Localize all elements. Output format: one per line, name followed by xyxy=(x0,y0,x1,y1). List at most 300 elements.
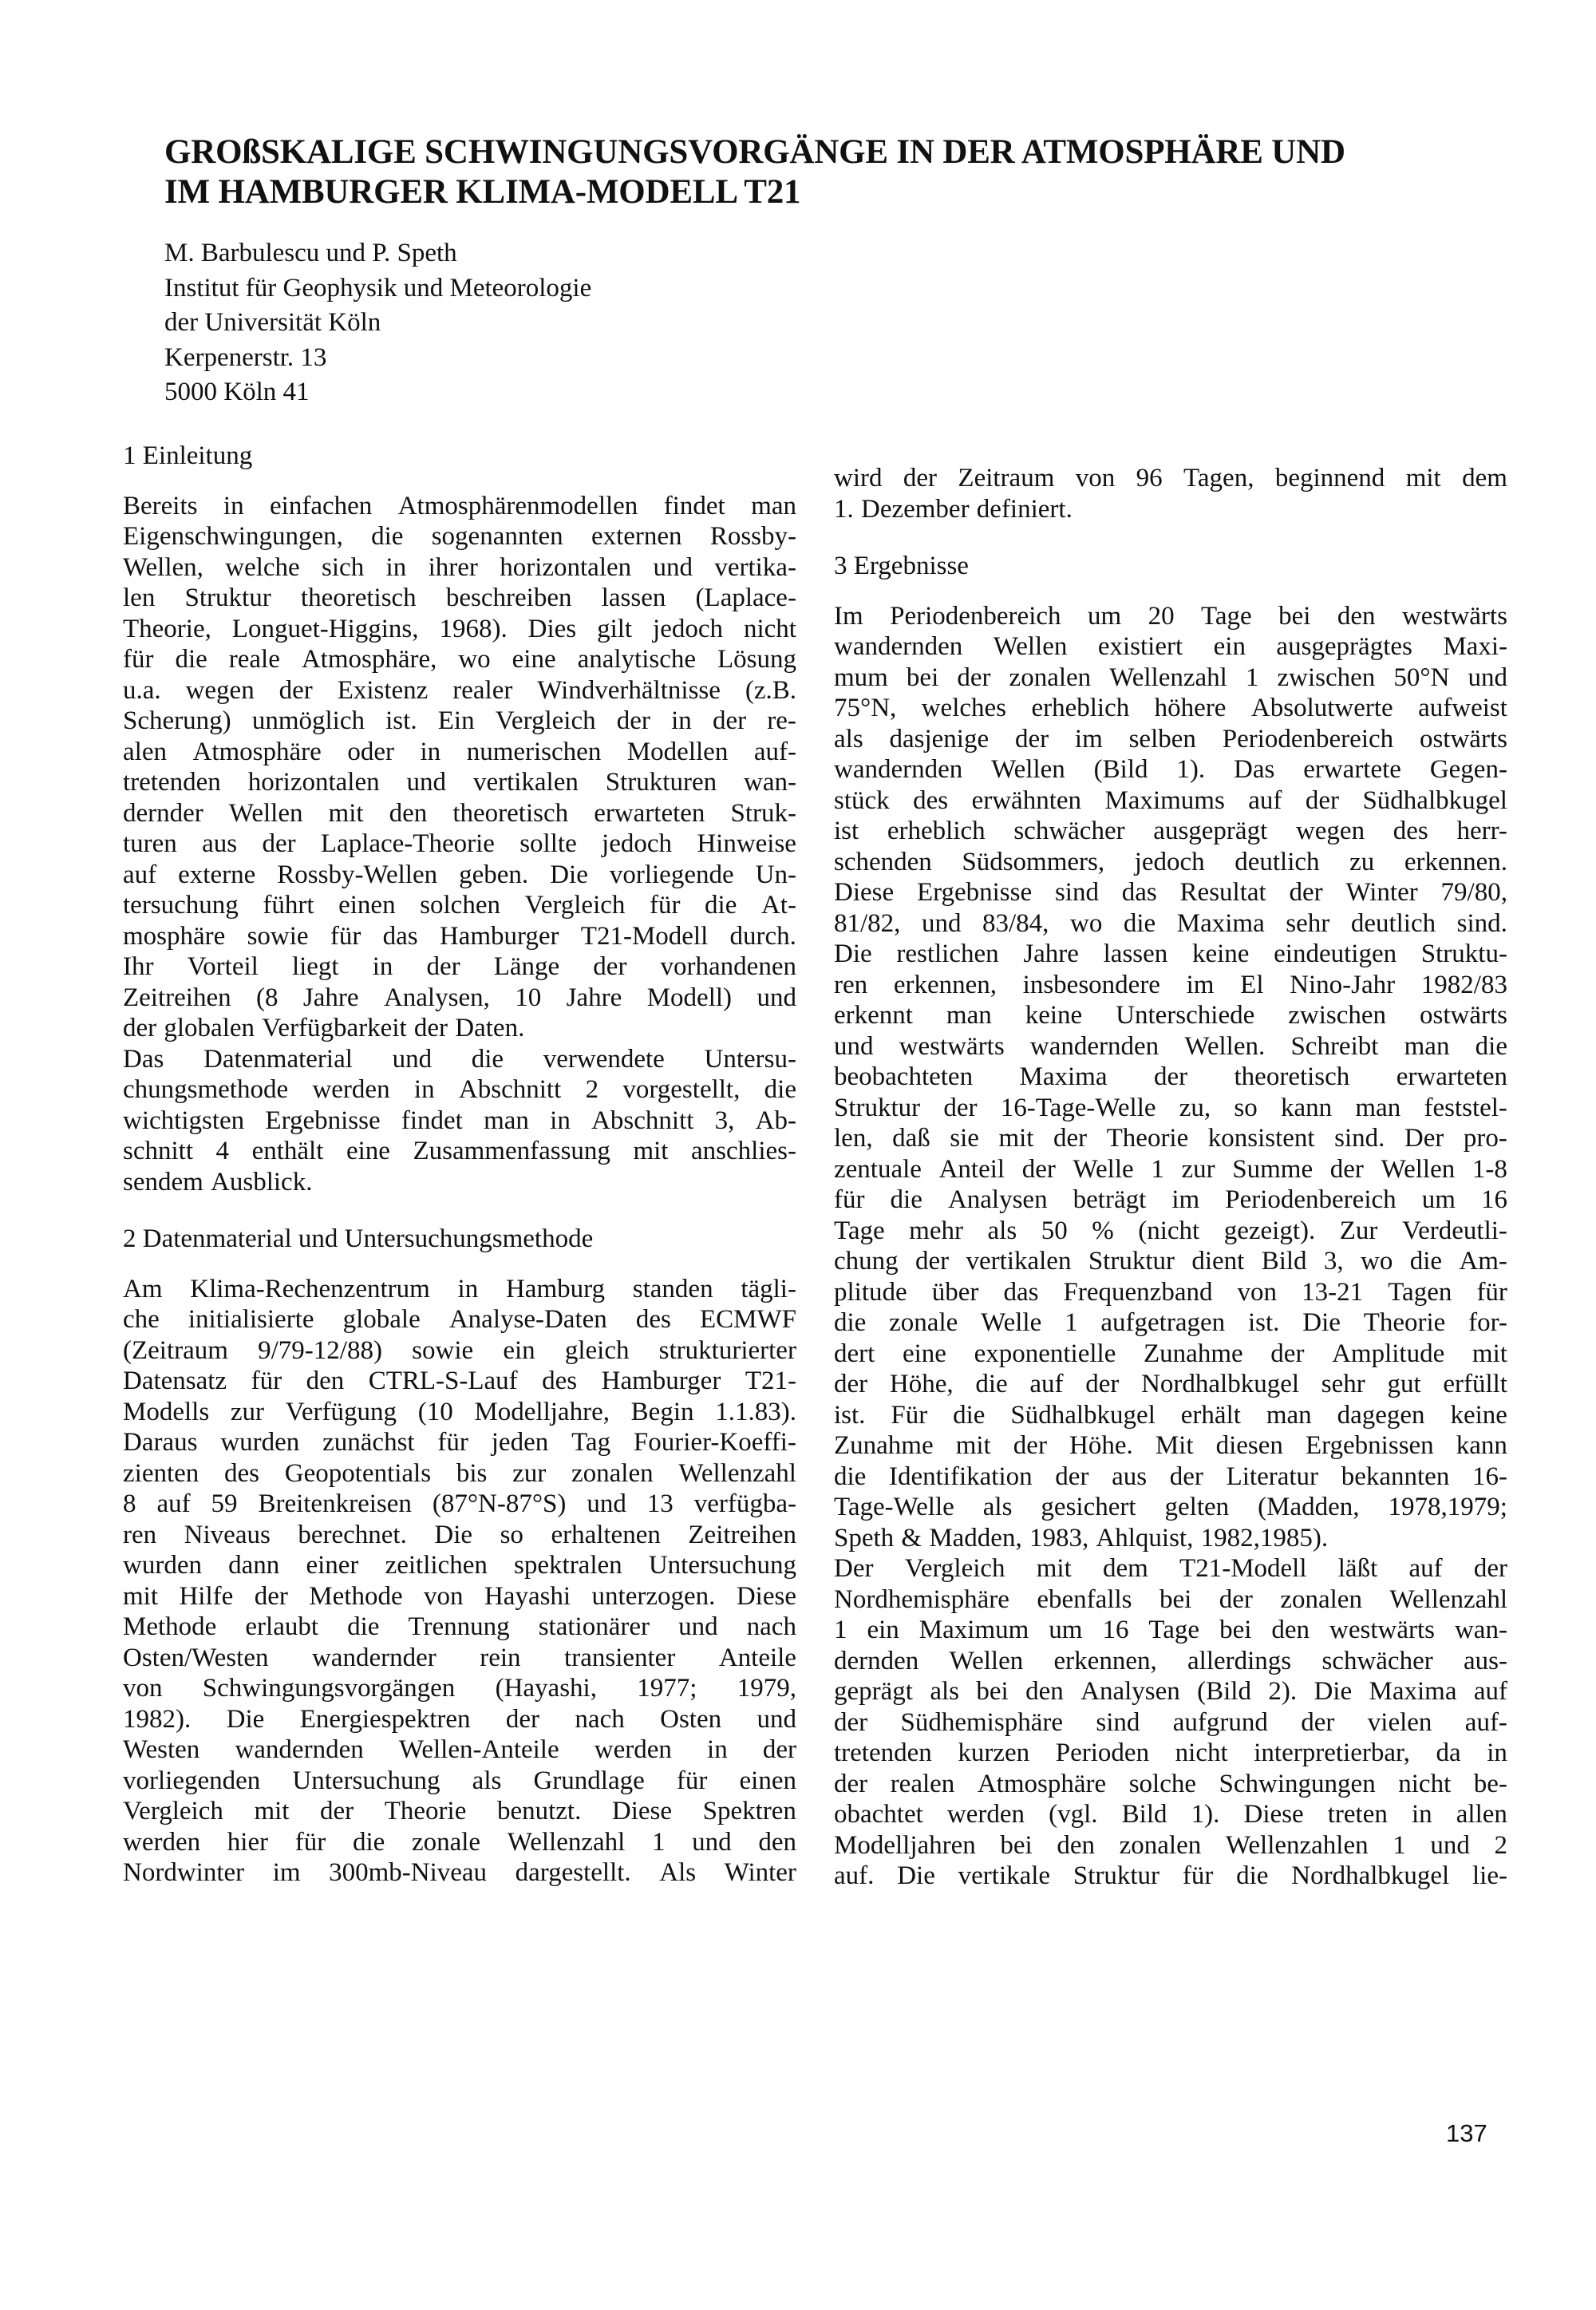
title-line: GROßSKALIGE SCHWINGUNGSVORGÄNGE IN DER ATMOSPHÄRE UND xyxy=(164,133,1345,171)
word: sowie xyxy=(412,1335,474,1365)
word: die xyxy=(1409,1247,1443,1276)
word: 1977; xyxy=(637,1674,697,1703)
word: zonale xyxy=(411,1827,481,1857)
word: für xyxy=(294,1827,326,1857)
word: strukturierter xyxy=(658,1335,796,1365)
word: stück xyxy=(834,785,890,815)
word: Tagen, xyxy=(1183,464,1254,492)
word: gelten xyxy=(1164,1493,1230,1521)
word: des xyxy=(913,785,949,815)
word: als xyxy=(930,1677,959,1706)
word: in xyxy=(223,491,244,520)
text-line xyxy=(123,1167,796,1198)
word: eine xyxy=(346,1137,390,1165)
text-line xyxy=(834,601,1507,632)
word: der xyxy=(834,1370,868,1398)
text-line xyxy=(834,1553,1507,1584)
word: werden xyxy=(594,1735,672,1764)
word: Wellenzahl xyxy=(1109,663,1227,692)
author-institute: Institut für Geophysik und Meteorologie xyxy=(164,273,592,303)
author-university: der Universität Köln xyxy=(164,308,381,337)
word: aufweist xyxy=(1418,694,1507,722)
word: Der xyxy=(1404,1124,1444,1153)
word: gilt xyxy=(597,614,633,643)
word: dernden xyxy=(834,1646,919,1675)
word: in xyxy=(1487,1738,1507,1767)
word: im xyxy=(1074,724,1103,754)
word: vorliegenden xyxy=(123,1766,261,1795)
text-line xyxy=(123,1612,796,1643)
heading-spacer xyxy=(123,472,796,491)
text-line xyxy=(834,1216,1507,1247)
word: Wellen xyxy=(993,632,1068,661)
word: nicht xyxy=(743,614,796,643)
word: Rossby-Wellen xyxy=(277,860,438,889)
word: mit xyxy=(254,1797,290,1825)
word: dargestellt. xyxy=(515,1858,631,1887)
word: Diese xyxy=(611,1797,673,1825)
word: transienter xyxy=(564,1643,676,1672)
word: Struk- xyxy=(730,798,796,828)
word: in xyxy=(550,1106,571,1135)
word: numerischen xyxy=(466,737,602,766)
word: vertikalen xyxy=(472,768,579,797)
word: die xyxy=(890,1185,922,1214)
word: keine xyxy=(1450,1400,1507,1430)
word: erwähnten xyxy=(971,785,1082,815)
word: der xyxy=(1301,1707,1335,1737)
word: nach xyxy=(746,1612,796,1641)
word: aufgrund xyxy=(1172,1707,1268,1737)
word: und xyxy=(406,768,447,797)
word: die xyxy=(1236,1861,1269,1890)
word: Zur xyxy=(1339,1216,1378,1245)
word: Abschnitt xyxy=(458,1075,562,1104)
word: Niveaus xyxy=(184,1520,271,1549)
word: und xyxy=(587,1489,626,1518)
word: dernder xyxy=(123,798,203,828)
word: exponentielle xyxy=(974,1339,1116,1368)
word: T21-Modell xyxy=(1179,1554,1307,1583)
text-line xyxy=(123,706,796,737)
word: der xyxy=(616,706,650,735)
word: theoretisch xyxy=(1234,1062,1350,1091)
word: von xyxy=(1075,464,1116,492)
word: man xyxy=(484,1106,529,1135)
text-line xyxy=(834,1277,1507,1308)
word: Amplitude xyxy=(1332,1339,1445,1368)
word: insbesondere xyxy=(1022,970,1160,999)
word: die xyxy=(764,1075,796,1104)
word: erheblich xyxy=(887,817,986,845)
word: chungsmethode xyxy=(123,1075,289,1104)
word: 1 xyxy=(1065,1308,1078,1337)
word: wo xyxy=(1069,908,1103,938)
word: zur xyxy=(1181,1154,1215,1184)
word: Struktur xyxy=(1073,1861,1160,1890)
word: ostwärts xyxy=(1419,724,1507,754)
word: vorgestellt, xyxy=(622,1075,741,1104)
text-line xyxy=(123,1581,796,1612)
author-city: 5000 Köln 41 xyxy=(164,378,310,406)
word: Wellenzahl xyxy=(678,1458,796,1488)
word: ren xyxy=(123,1520,157,1549)
section-gap xyxy=(834,524,1507,551)
word: hier xyxy=(227,1827,269,1857)
word: Nordhalbkugel xyxy=(1291,1861,1450,1890)
text-line xyxy=(123,860,796,891)
word: Südhalbkugel xyxy=(1010,1400,1156,1430)
word: Analysen xyxy=(947,1185,1048,1214)
word: der xyxy=(1169,1462,1203,1491)
word: sollte xyxy=(519,829,577,858)
word: die xyxy=(371,522,404,551)
word: der xyxy=(903,464,938,492)
word: welches xyxy=(921,694,1007,722)
word: dert xyxy=(834,1339,875,1368)
word: Zeitreihen xyxy=(123,983,231,1012)
word: 1). xyxy=(1176,755,1206,784)
word: (Zeitraum xyxy=(123,1335,228,1365)
word: oder xyxy=(347,737,394,766)
word: Tagen xyxy=(1388,1277,1452,1307)
text-line xyxy=(123,983,796,1014)
word: Die xyxy=(434,1520,473,1549)
text-line xyxy=(834,1031,1507,1062)
word: 16- xyxy=(1472,1462,1507,1491)
word: 8 xyxy=(123,1489,136,1518)
word: vertikale xyxy=(958,1861,1051,1890)
word: 20 xyxy=(1148,601,1175,631)
word: westwärts xyxy=(899,1031,1005,1061)
word: 1979, xyxy=(737,1674,796,1703)
word: kurzen xyxy=(958,1738,1030,1767)
word: Der xyxy=(834,1554,874,1583)
word: Das xyxy=(123,1044,164,1074)
text-line xyxy=(834,970,1507,1001)
word: lassen xyxy=(1103,939,1168,968)
word: tretenden xyxy=(123,768,221,797)
word: for- xyxy=(1468,1308,1507,1337)
word: in xyxy=(420,737,441,766)
word: Windverhältnisse xyxy=(537,675,721,705)
word: 1 xyxy=(1151,1154,1164,1184)
word: auf xyxy=(156,1489,191,1518)
word: Höhe, xyxy=(889,1370,954,1398)
word: Jahre xyxy=(302,983,359,1012)
word: Welle xyxy=(981,1308,1042,1337)
word: gut xyxy=(1387,1370,1421,1398)
word: Wellen xyxy=(228,798,303,828)
word: zur xyxy=(512,1458,547,1488)
word: den xyxy=(1271,1616,1310,1644)
word: Vorteil xyxy=(187,952,259,981)
word: mehr xyxy=(909,1216,963,1245)
word: zonale xyxy=(889,1308,958,1337)
text-line xyxy=(123,1366,796,1397)
word: Für xyxy=(891,1400,928,1430)
word: Zunahme xyxy=(1144,1339,1243,1368)
word: 9/79-12/88) xyxy=(258,1335,382,1365)
text-line xyxy=(834,1707,1507,1738)
word: mit xyxy=(1405,464,1441,492)
word: Bild xyxy=(1121,1800,1167,1829)
word: (10 xyxy=(417,1397,453,1426)
word: Schwingungen xyxy=(1219,1769,1376,1798)
text-line xyxy=(834,494,1507,525)
word: Daraus xyxy=(123,1428,198,1457)
word: Südsommers, xyxy=(962,847,1105,876)
text-line xyxy=(834,463,1507,494)
word: 1968). xyxy=(439,614,508,643)
word: treten xyxy=(1327,1800,1388,1829)
word: Modells xyxy=(123,1397,210,1426)
word: wandernder xyxy=(311,1643,437,1672)
word: 1-8 xyxy=(1472,1154,1507,1184)
word: um xyxy=(1049,1616,1083,1644)
word: die xyxy=(1123,908,1156,938)
text-line xyxy=(834,816,1507,847)
word: externen xyxy=(591,522,682,551)
word: eindeutigen xyxy=(1274,939,1397,968)
text-line xyxy=(123,1335,796,1367)
text-line xyxy=(123,1704,796,1735)
word: daß xyxy=(892,1124,930,1153)
word: beschreiben xyxy=(445,583,572,612)
word: der xyxy=(1329,1154,1364,1184)
section-heading: 2 Datenmaterial und Untersuchungsmethode xyxy=(123,1224,594,1253)
word: das xyxy=(1003,1277,1039,1307)
text-line xyxy=(123,1106,796,1137)
word: und xyxy=(834,1031,874,1061)
word: erkennen, xyxy=(1053,1646,1157,1675)
word: der xyxy=(1085,1370,1120,1398)
word: 2). xyxy=(1268,1677,1298,1706)
word: anschlies- xyxy=(691,1137,796,1165)
word: Longuet-Higgins, xyxy=(231,614,419,643)
word: für xyxy=(676,1766,708,1795)
word: dann xyxy=(228,1551,280,1580)
word: Als xyxy=(659,1858,697,1887)
word: nicht xyxy=(1175,1738,1228,1767)
word: Maxima xyxy=(1369,1677,1457,1706)
word: der xyxy=(1021,1154,1056,1184)
text-line xyxy=(123,890,796,921)
heading-spacer xyxy=(834,582,1507,601)
word: eine xyxy=(902,1339,946,1368)
word: führt xyxy=(263,891,314,920)
word: Hamburger xyxy=(601,1367,721,1395)
word: auf xyxy=(123,860,157,889)
word: Winter xyxy=(1345,878,1418,907)
word: man xyxy=(1266,1400,1312,1430)
word: Westen xyxy=(123,1735,200,1764)
word: in xyxy=(1411,1800,1432,1829)
word: Modellen xyxy=(626,737,729,766)
word: der xyxy=(123,1014,157,1042)
text-line xyxy=(834,1307,1507,1339)
word: Modell) xyxy=(646,983,733,1012)
word: in xyxy=(671,706,692,735)
word: Methode xyxy=(123,1612,217,1641)
word: 3, xyxy=(1323,1247,1344,1276)
text-line xyxy=(123,583,796,614)
word: im xyxy=(1171,1185,1200,1214)
word: Begin xyxy=(630,1397,694,1426)
text-line xyxy=(834,1615,1507,1646)
text-line xyxy=(123,1136,796,1167)
word: in xyxy=(457,1274,479,1303)
text-line xyxy=(834,1676,1507,1707)
text-line xyxy=(123,798,796,829)
word: vorliegende xyxy=(609,860,734,889)
word: beginnend xyxy=(1274,464,1385,492)
text-line xyxy=(834,1154,1507,1185)
word: der xyxy=(1014,724,1049,754)
word: werden xyxy=(312,1075,390,1104)
text-line xyxy=(834,724,1507,755)
author-names: M. Barbulescu und P. Speth xyxy=(164,239,457,267)
word: tersuchung xyxy=(123,891,239,920)
word: 1982/83 xyxy=(1420,970,1507,999)
word: Un- xyxy=(755,860,796,889)
word: 2 xyxy=(1494,1830,1507,1860)
word: Wellen. xyxy=(1184,1031,1266,1061)
word: (Bild xyxy=(1093,755,1148,784)
word: (nicht xyxy=(1138,1216,1200,1245)
word: Hamburg xyxy=(505,1274,606,1303)
word: der xyxy=(1305,785,1339,815)
word: ist. xyxy=(385,706,417,735)
word: Modelljahre, xyxy=(474,1397,610,1426)
text-line xyxy=(123,921,796,952)
word: Tage xyxy=(834,1216,885,1245)
word: Zeitraum xyxy=(958,464,1055,492)
word: rein xyxy=(480,1643,521,1672)
word: Periodenbereich xyxy=(890,601,1061,631)
word: Trennung xyxy=(408,1612,510,1641)
word: Wellenzahl xyxy=(507,1827,626,1857)
word: 13-21 xyxy=(1302,1277,1364,1307)
word: Diese xyxy=(834,878,895,907)
word: 1983, xyxy=(1029,1523,1089,1553)
word: Modelljahren xyxy=(834,1830,976,1860)
word: (87°N-87°S) xyxy=(432,1489,567,1518)
word: Theorie xyxy=(1106,1124,1189,1153)
word: Untersu- xyxy=(704,1044,796,1074)
word: wurden xyxy=(123,1551,202,1580)
word: T21- xyxy=(745,1367,796,1395)
word: wo xyxy=(1361,1247,1393,1276)
word: von xyxy=(424,1581,464,1611)
word: sehr xyxy=(1321,1370,1365,1398)
word: ren xyxy=(834,970,868,999)
word: des xyxy=(635,1305,671,1334)
word: zonalen xyxy=(571,1458,654,1488)
word: 1 xyxy=(652,1827,666,1857)
word: von xyxy=(123,1674,163,1703)
word: Nordwinter xyxy=(123,1858,245,1887)
word: Geopotentials xyxy=(284,1458,432,1488)
word: Datenmaterial xyxy=(203,1044,353,1074)
word: Scherung) xyxy=(123,706,231,735)
word: Fourier-Koeffi- xyxy=(633,1428,796,1457)
text-line xyxy=(834,1523,1507,1554)
word: Energiespektren xyxy=(299,1704,471,1734)
word: jedoch xyxy=(602,829,672,858)
word: der xyxy=(915,1247,950,1276)
word: vielen xyxy=(1367,1707,1432,1737)
text-line xyxy=(834,877,1507,908)
text-line xyxy=(123,1673,796,1704)
word: Untersuchung xyxy=(648,1551,796,1580)
word: die xyxy=(471,1044,504,1074)
word: als xyxy=(987,1216,1017,1245)
word: vertika- xyxy=(714,552,796,582)
word: Summe xyxy=(1232,1154,1314,1184)
word: spektralen xyxy=(514,1551,622,1580)
word: Tage xyxy=(1201,601,1252,631)
word: solchen xyxy=(420,891,500,920)
text-line xyxy=(123,1013,796,1044)
word: Periodenbereich xyxy=(1225,1185,1396,1214)
text-line xyxy=(123,1304,796,1335)
word: vertikalen xyxy=(966,1247,1072,1276)
word: auf- xyxy=(753,737,796,766)
word: wan- xyxy=(1454,1616,1507,1644)
word: der xyxy=(262,829,296,858)
word: aus- xyxy=(1464,1646,1507,1675)
word: ist. xyxy=(834,1400,866,1430)
section-heading: 3 Ergebnisse xyxy=(834,552,969,580)
word: realer xyxy=(452,675,513,705)
word: um xyxy=(1421,1185,1456,1214)
word: Maxima xyxy=(1019,1062,1108,1091)
word: wichtigsten xyxy=(123,1106,245,1135)
word: schnitt xyxy=(123,1137,193,1165)
word: verfügba- xyxy=(693,1489,796,1518)
word: zwischen xyxy=(1277,663,1376,692)
text-line xyxy=(834,1738,1507,1769)
word: des xyxy=(224,1458,260,1488)
word: Methode xyxy=(309,1581,403,1611)
word: Hinweise xyxy=(697,829,796,858)
word: Ergebnisse xyxy=(265,1106,381,1135)
word: horizontalen xyxy=(500,552,632,582)
word: ein xyxy=(503,1335,535,1365)
text-line xyxy=(834,663,1507,694)
word: be- xyxy=(1473,1769,1507,1798)
word: auf- xyxy=(1464,1707,1507,1737)
word: 96 xyxy=(1136,464,1163,492)
word: Analysen, xyxy=(383,983,490,1012)
text-line xyxy=(834,1799,1507,1830)
text-line xyxy=(834,785,1507,817)
word: Jahre xyxy=(566,983,622,1012)
word: Wellenzahl xyxy=(1389,1584,1507,1614)
word: Atmosphäre xyxy=(192,737,322,766)
word: jedoch xyxy=(1134,847,1205,876)
word: von xyxy=(1237,1277,1278,1307)
word: dient xyxy=(1191,1247,1245,1276)
word: nach xyxy=(575,1704,625,1734)
word: Winter xyxy=(724,1858,796,1887)
word: erhaltenen xyxy=(551,1520,661,1549)
word: Struktur xyxy=(834,1093,921,1122)
text-line xyxy=(834,1123,1507,1154)
word: pro- xyxy=(1463,1124,1507,1153)
word: bei xyxy=(1219,1616,1252,1644)
